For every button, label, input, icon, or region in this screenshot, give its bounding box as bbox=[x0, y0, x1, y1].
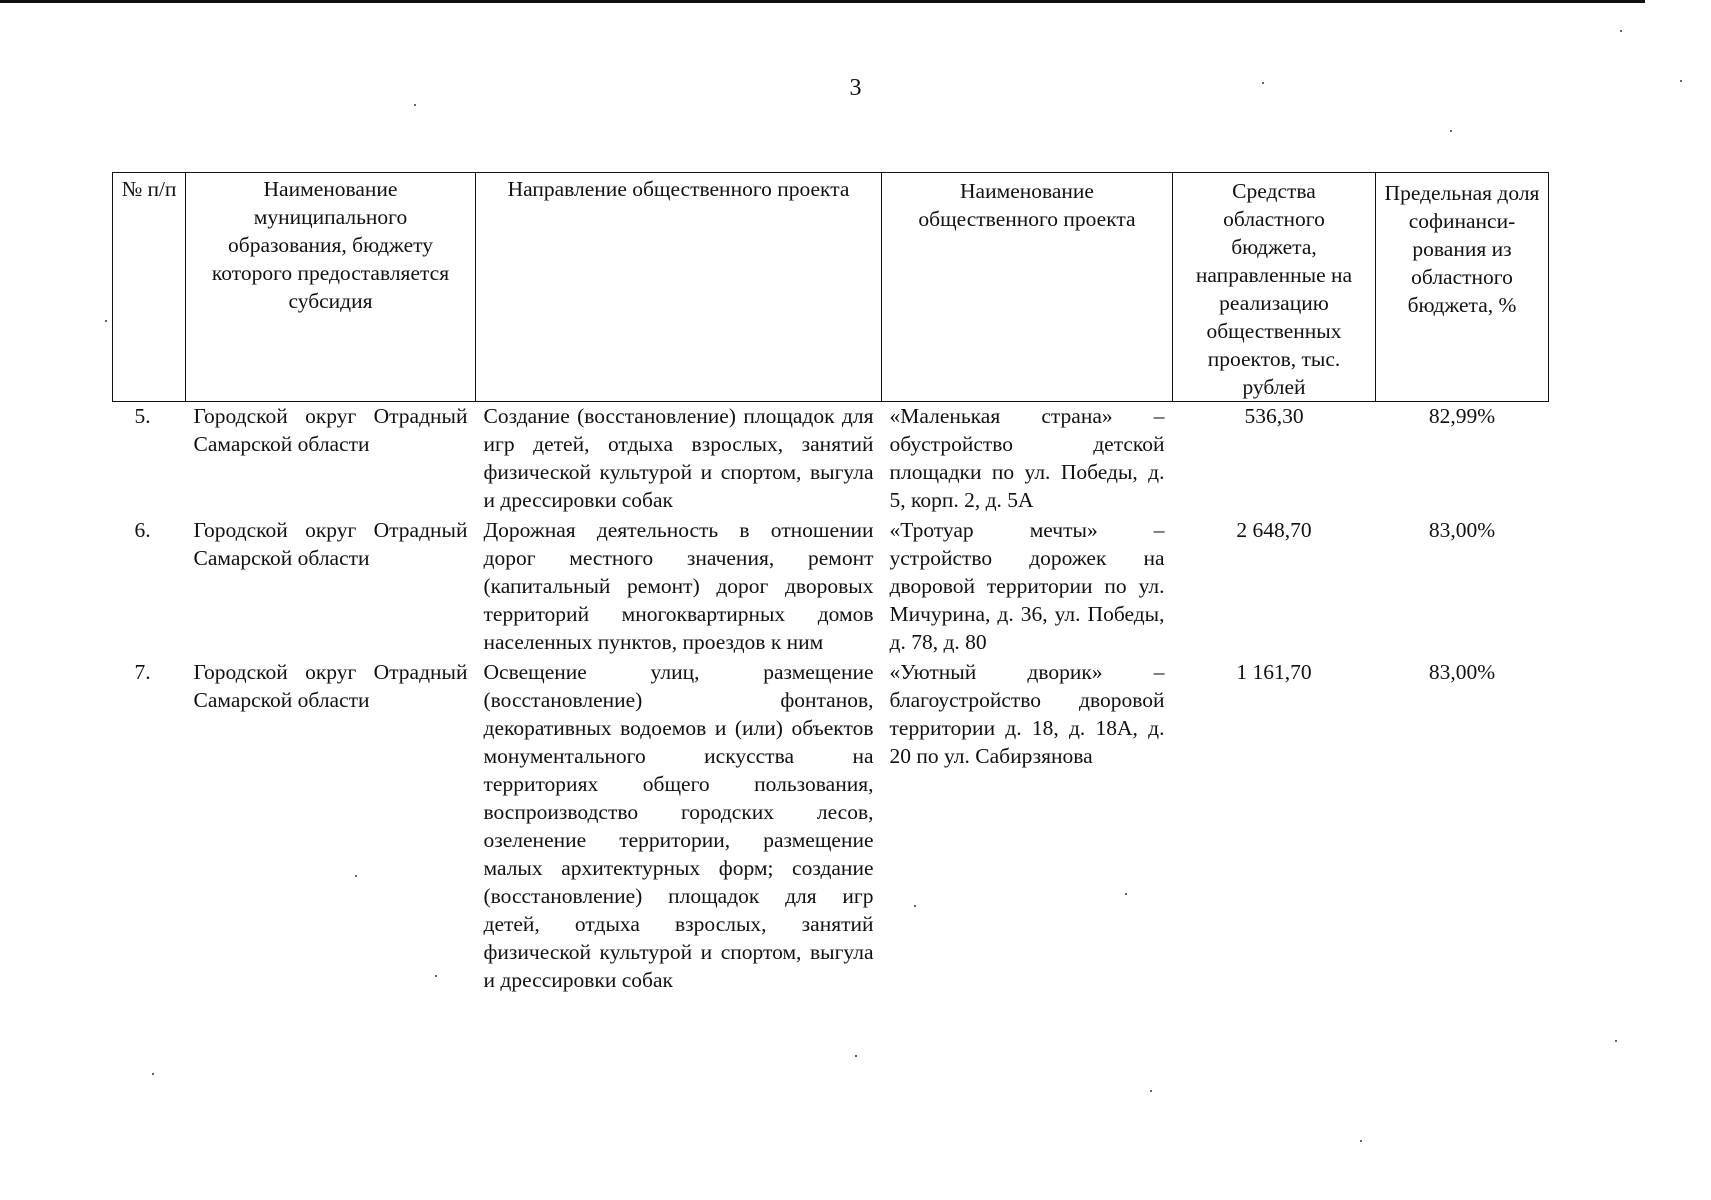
subsidy-table bbox=[112, 172, 1549, 994]
row-project: «Тротуар мечты» – устройство дорожек на дворовой территории по ул. Мичурина, д. 36, ул. Победы, д. 78, д. 80 bbox=[889, 518, 1165, 654]
scan-speck bbox=[1262, 82, 1264, 84]
row-share: 83,00% bbox=[1428, 518, 1496, 542]
table-row bbox=[113, 516, 1549, 658]
scan-speck bbox=[1450, 130, 1452, 132]
scan-speck bbox=[105, 320, 107, 322]
row-municipality: Городской округ Отрадный Самарской области bbox=[193, 660, 468, 712]
scan-speck bbox=[1150, 1090, 1152, 1092]
row-number: 5. bbox=[134, 404, 151, 428]
scan-speck bbox=[1620, 30, 1622, 32]
row-project: «Уютный дворик» – благоустройство дворовой территории д. 18, д. 18А, д. 20 по ул. Сабирзянова bbox=[889, 660, 1165, 768]
header-budget-funds: Средства областного бюджета, направленные на реализацию общественных проектов, тыс. рублей bbox=[1173, 173, 1376, 402]
scan-speck bbox=[1615, 1040, 1617, 1042]
scan-speck bbox=[914, 905, 916, 907]
scan-speck bbox=[355, 875, 357, 877]
row-direction: Освещение улиц, размещение (восстановление) фонтанов, декоративных водоемов и (или) объектов монументального искусства на территориях общего пользования, воспроизводство городских лесов, озеленение территории, размещение малых архитектурных форм; создание (восстановление) площадок для игр детей, отдыха взрослых, занятий физической культурой и спортом, выгула и дрессировки собак bbox=[483, 660, 874, 992]
row-funds: 536,30 bbox=[1244, 404, 1304, 428]
scan-speck bbox=[152, 1073, 154, 1075]
row-funds: 1 161,70 bbox=[1236, 660, 1312, 684]
row-municipality: Городской округ Отрадный Самарской области bbox=[193, 518, 468, 570]
page-number: 3 bbox=[849, 75, 862, 101]
row-share: 83,00% bbox=[1428, 660, 1496, 684]
row-number: 7. bbox=[134, 660, 151, 684]
header-project-name: Наименование общественного проекта bbox=[882, 173, 1173, 402]
header-direction: Направление общественного проекта bbox=[476, 173, 882, 402]
header-number: № п/п bbox=[113, 173, 186, 402]
row-project: «Маленькая страна» – обустройство детской площадки по ул. Победы, д. 5, корп. 2, д. 5А bbox=[889, 404, 1165, 512]
scan-speck bbox=[435, 975, 437, 977]
table-row bbox=[113, 658, 1549, 994]
row-direction: Создание (восстановление) площадок для игр детей, отдыха взрослых, занятий физической культурой и спортом, выгула и дрессировки собак bbox=[483, 404, 874, 512]
header-municipality: Наименование муниципального образования, бюджету которого предоставляется субсидия bbox=[186, 173, 476, 402]
header-cofinancing-share: Предельная доля софинанси-рования из областного бюджета, % bbox=[1376, 173, 1549, 402]
row-share: 82,99% bbox=[1428, 404, 1496, 428]
top-border-line bbox=[0, 0, 1645, 3]
row-number: 6. bbox=[134, 518, 151, 542]
scan-speck bbox=[855, 1055, 857, 1057]
scan-speck bbox=[414, 104, 416, 106]
row-direction: Дорожная деятельность в отношении дорог местного значения, ремонт (капитальный ремонт) дорог дворовых территорий многоквартирных домов населенных пунктов, проездов к ним bbox=[483, 518, 874, 654]
scan-speck bbox=[1125, 893, 1127, 895]
row-municipality: Городской округ Отрадный Самарской области bbox=[193, 404, 468, 456]
scan-speck bbox=[1680, 80, 1682, 82]
scan-speck bbox=[1360, 1140, 1362, 1142]
row-funds: 2 648,70 bbox=[1236, 518, 1312, 542]
table-row bbox=[113, 402, 1549, 517]
table-header-row bbox=[113, 173, 1549, 402]
